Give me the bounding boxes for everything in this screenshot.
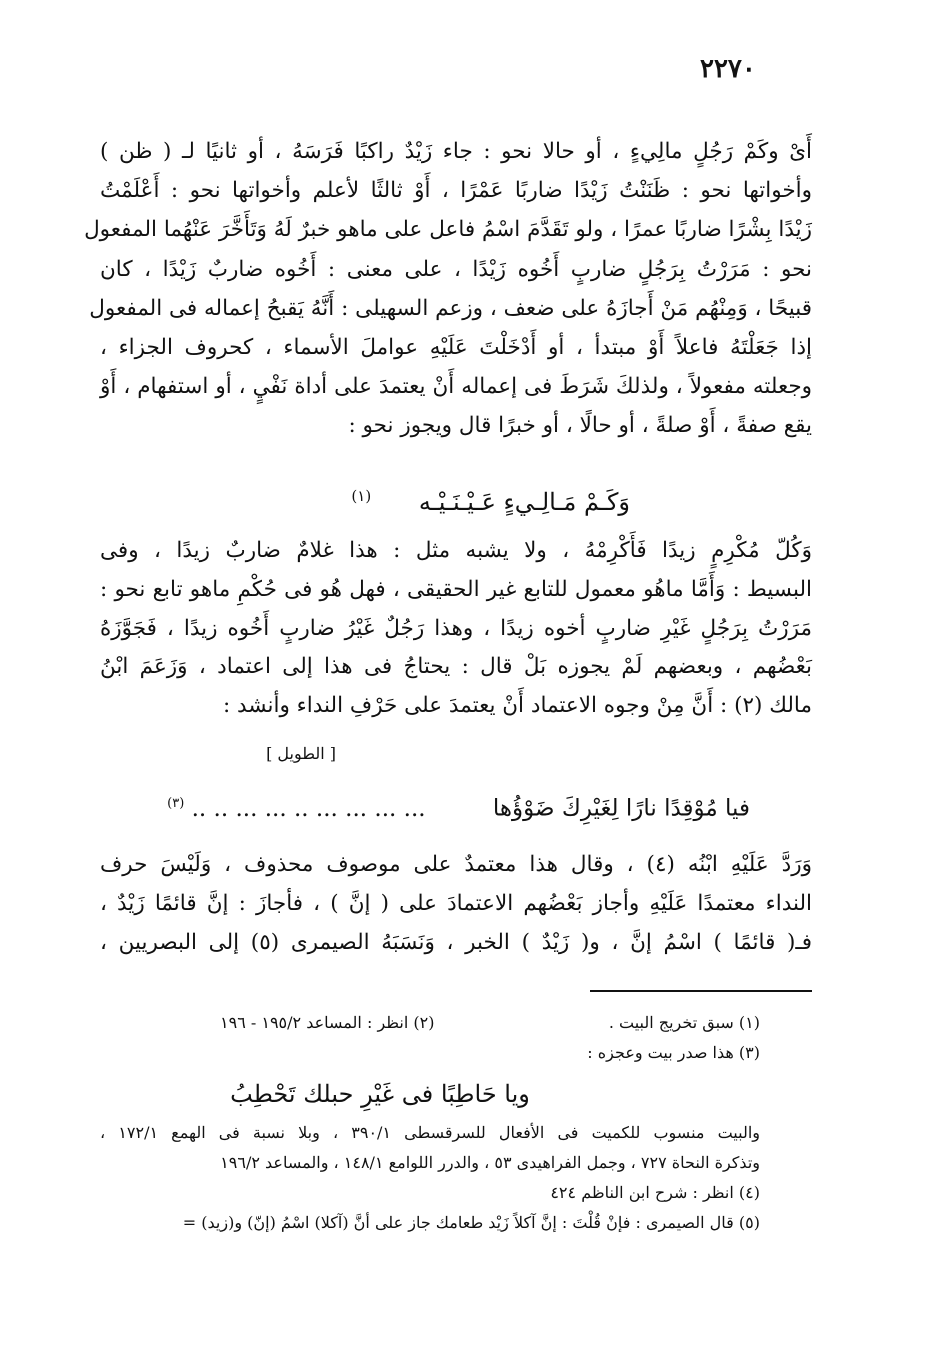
text-line: مَرَرْتُ بِرَجُلٍ غَيْرِ ضاربٍ أخوه زيدًا ، وهذا رَجُلٌ غَيْرُ ضاربٍ أَخُوه زيدًا ، فَجَوَّزَهُ xyxy=(100,615,812,641)
footnote-3-line: وتذكرة النحاة ٧٢٧ ، وجمل الفراهيدى ٥٣ ، والدرر اللوامع ١٤٨/١ ، والمساعد ١٩٦/٢ xyxy=(220,1153,760,1172)
main-paragraph-2 xyxy=(100,532,812,726)
footnote-reference: (١) xyxy=(351,487,372,505)
text-line: مالك (٢) : أَنَّ مِنْ وجوه الاعتماد أَنْ يعتمدَ على حَرْفِ النداء وأنشد : xyxy=(222,693,812,719)
text-line: وجعلته مفعولاً ، ولذلكَ شَرَطَ فى إعماله أَنْ يعتمدَ على أداة نَفْيٍ ، أو استفهام ، أَوْ xyxy=(100,374,812,400)
main-paragraph-3 xyxy=(100,845,812,962)
text-line: النداء معتمدًا عَلَيْهِ وأجاز بَعْضُهم الاعتمادَ على ( إنَّ ) ، فأجازَ : إنَّ قائمًا زَيْدٌ ، xyxy=(100,891,812,916)
text-line: بَعْضُهم ، وبعضهم لَمْ يجوزه بَلْ قال : يحتاجُ فى هذا إلى اعتماد ، وَزَعَمَ ابْنُ xyxy=(100,654,812,680)
footnotes xyxy=(100,1008,760,1238)
text-line: البسيط : وَأَمَّا ماهُو معمول للتابع غير الحقيقى ، فهل هُو فى حُكْمِ ماهو تابع نحو : xyxy=(100,576,812,602)
footnote-3-line: والبيت منسوب للكميت فى الأفعال للسرقسطى ٣٩٠/١ ، وبلا نسبة فى الهمع ١٧٢/١ ، xyxy=(100,1123,761,1142)
poetry-verse-1 xyxy=(250,476,630,522)
page-number: ٢٢٧٠ xyxy=(700,54,756,84)
footnote-3-verse: ويا حَاطِبًا فى غَيْرِ حبلك تَحْطِبُ xyxy=(230,1080,530,1108)
footnote-5: (٥) قال الصيمرى : فإنْ قُلْتَ : إنَّ آكلاً زَيْد طعامك جاز على أنَّ (آكلا) اسْمُ (إنّ) و(زيد) = xyxy=(182,1213,760,1232)
verse-text: فيا مُوْقِدًا نارًا لِغَيْرِكَ ضَوْؤُها xyxy=(492,795,750,822)
text-line: نحو : مَرَرْتُ بِرَجُلٍ ضاربٍ أَخُوه زَيْدًا ، على معنى : أَخُوه ضاربٌ زَيْدًا ، كان xyxy=(100,256,812,282)
text-line: يقع صفةً ، أَوْ صلةً ، أو حالًا ، أو خبرًا قال ويجوز نحو : xyxy=(348,413,812,439)
main-paragraph-1 xyxy=(84,132,812,446)
footnote-2: (٢) انظر : المساعد ١٩٥/٢ - ١٩٦ xyxy=(220,1013,435,1032)
text-line: وَرَدَّ عَلَيْهِ ابْنُه (٤) ، وقال هذا معتمدٌ على موصوف محذوف ، وَلَيْسَ حرف xyxy=(100,852,812,877)
text-line: وَكُلّ مُكْرِمٍ زيدًا فَأَكْرِمْهُ ، ولا يشبه مثل : هذا غلامٌ ضاربٌ زيدًا ، وفى xyxy=(100,538,812,563)
footnote-3: (٣) هذا صدر بيت وعجزه : xyxy=(587,1043,760,1062)
poetic-meter-label: [ الطويل ] xyxy=(266,744,336,763)
verse-text: وَكَـمْ مَـالِـيءٍ عَـيْـنَـيْـه xyxy=(418,488,630,516)
footnote-row xyxy=(100,1008,760,1038)
footnote-4: (٤) انظر : شرح ابن الناظم ٤٢٤ xyxy=(550,1183,760,1202)
text-line: قبيحًا ، وَمِنْهُم مَنْ أَجازَهُ على ضعف ، وزعم السهيلى : أَنَّهُ يَقبحُ إعماله فى المفعول xyxy=(89,295,812,321)
footnote-separator xyxy=(590,990,812,992)
text-line: زَيْدًا بِشْرًا ضاربًا عمرًا ، ولو تَقَدَّمَ اسْمُ فاعل على ماهو خبرٌ لَهُ وَتَأَخَّرَ عَنْهُما المفعول xyxy=(84,217,812,243)
footnote-reference: (٣) xyxy=(167,796,185,811)
text-line: أَىْ وكَمْ رَجُلٍ مالِيءٍ ، أو حالا نحو : جاء زَيْدٌ راكبًا فَرَسَهُ ، أو ثانيًا لـ ( ظن ) xyxy=(100,139,812,164)
poetry-verse-2 xyxy=(140,784,750,829)
text-line: إذا جَعَلْتَهُ فاعلاً أَوْ مبتدأ ، أو أَدْخَلْتَ عَلَيْهِ عواملَ الأسماء ، كحروف الجزاء ، xyxy=(100,335,812,361)
text-line: وأخواتها نحو : ظَنَنْتُ زَيْدًا ضاربًا عَمْرًا ، أَوْ ثالثًا لأعلم وأخواتها نحو : أَعْلَمْتُ xyxy=(100,178,812,204)
text-line: فـ( قائمًا ) اسْمُ إنَّ ، و( زَيْدٌ ) الخبر ، وَنَسَبَهُ الصيمرى (٥) إلى البصريين ، xyxy=(100,930,812,955)
verse-ellipsis: ... ... ... ... .. ... ... .. .. xyxy=(191,795,426,822)
footnote-1: (١) سبق تخريج البيت . xyxy=(608,1013,760,1032)
